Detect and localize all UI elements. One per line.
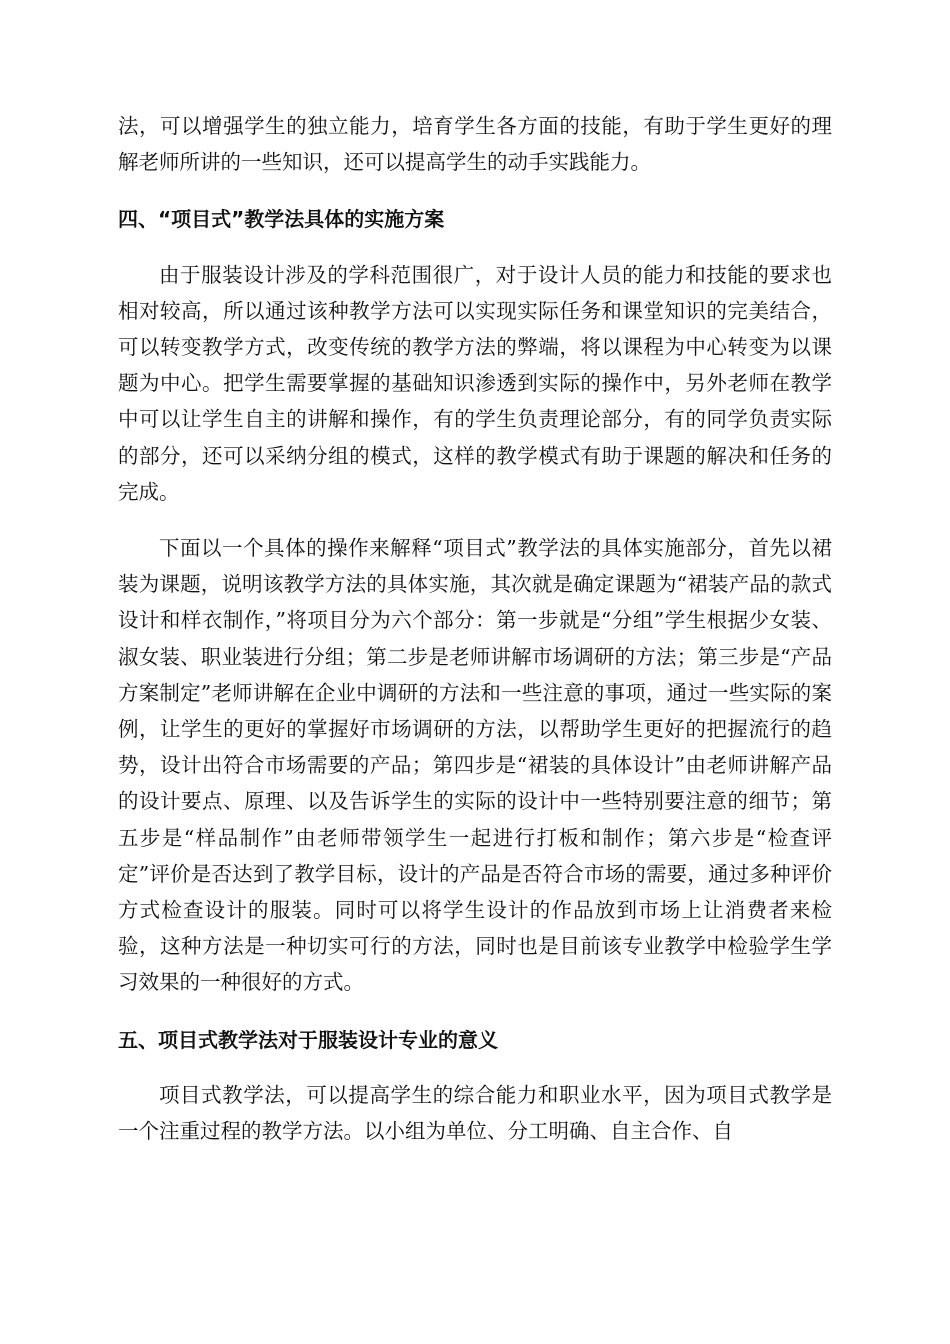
section-heading-4: 四、“项目式”教学法具体的实施方案 (118, 207, 445, 232)
paragraph-4-2: 下面以一个具体的操作来解释“项目式”教学法的具体实施部分，首先以裙装为课题，说明该教学方法的具体实施，其次就是确定课题为“裙装产品的款式设计和样衣制作，”将项目分为六个部分：第一步就是“分组”学生根据少女装、淑女装、职业装进行分组；第二步是老师讲解市场调研的方法；第三步是“产品方案制定”老师讲解在企业中调研的方法和一些注意的事项，通过一些实际的案例，让学生的更好的掌握好市场调研的方法，以帮助学生更好的把握流行的趋势，设计出符合市场需要的产品；第四步是“裙装的具体设计”由老师讲解产品的设计要点、原理、以及告诉学生的实际的设计中一些特别要注意的细节；第五步是“样品制作”由老师带领学生一起进行打板和制作；第六步是“检查评定”评价是否达到了教学目标，设计的产品是否符合市场的需要，通过多种评价方式检查设计的服装。同时可以将学生设计的作品放到市场上让消费者来检验，这种方法是一种切实可行的方法，同时也是目前该专业教学中检验学生学习效果的一种很好的方式。 (118, 536, 832, 995)
spacer (118, 180, 832, 201)
spacer (118, 238, 832, 257)
paragraph-continued: 法，可以增强学生的独立能力，培育学生各方面的技能，有助于学生更好的理解老师所讲的一些知识，还可以提高学生的动手实践能力。 (118, 114, 832, 175)
paragraph-4-1: 由于服装设计涉及的学科范围很广，对于设计人员的能力和技能的要求也相对较高，所以通过该种教学方法可以实现实际任务和课堂知识的完美结合，可以转变教学方式，改变传统的教学方法的弊端，将以课程为中心转变为以课题为中心。把学生需要掌握的基础知识渗透到实际的操作中，另外老师在教学中可以让学生自主的讲解和操作，有的学生负责理论部分，有的同学负责实际的部分，还可以采纳分组的模式，这样的教学模式有助于课题的解决和任务的完成。 (118, 262, 832, 504)
paragraph-5-1: 项目式教学法，可以提高学生的综合能力和职业水平，因为项目式教学是一个注重过程的教学方法。以小组为单位、分工明确、自主合作、自 (118, 1082, 832, 1144)
section-heading-5: 五、项目式教学法对于服装设计专业的意义 (118, 1027, 498, 1052)
spacer (118, 510, 832, 530)
spacer (118, 1001, 832, 1022)
document-page (118, 108, 832, 1149)
spacer (118, 1058, 832, 1077)
